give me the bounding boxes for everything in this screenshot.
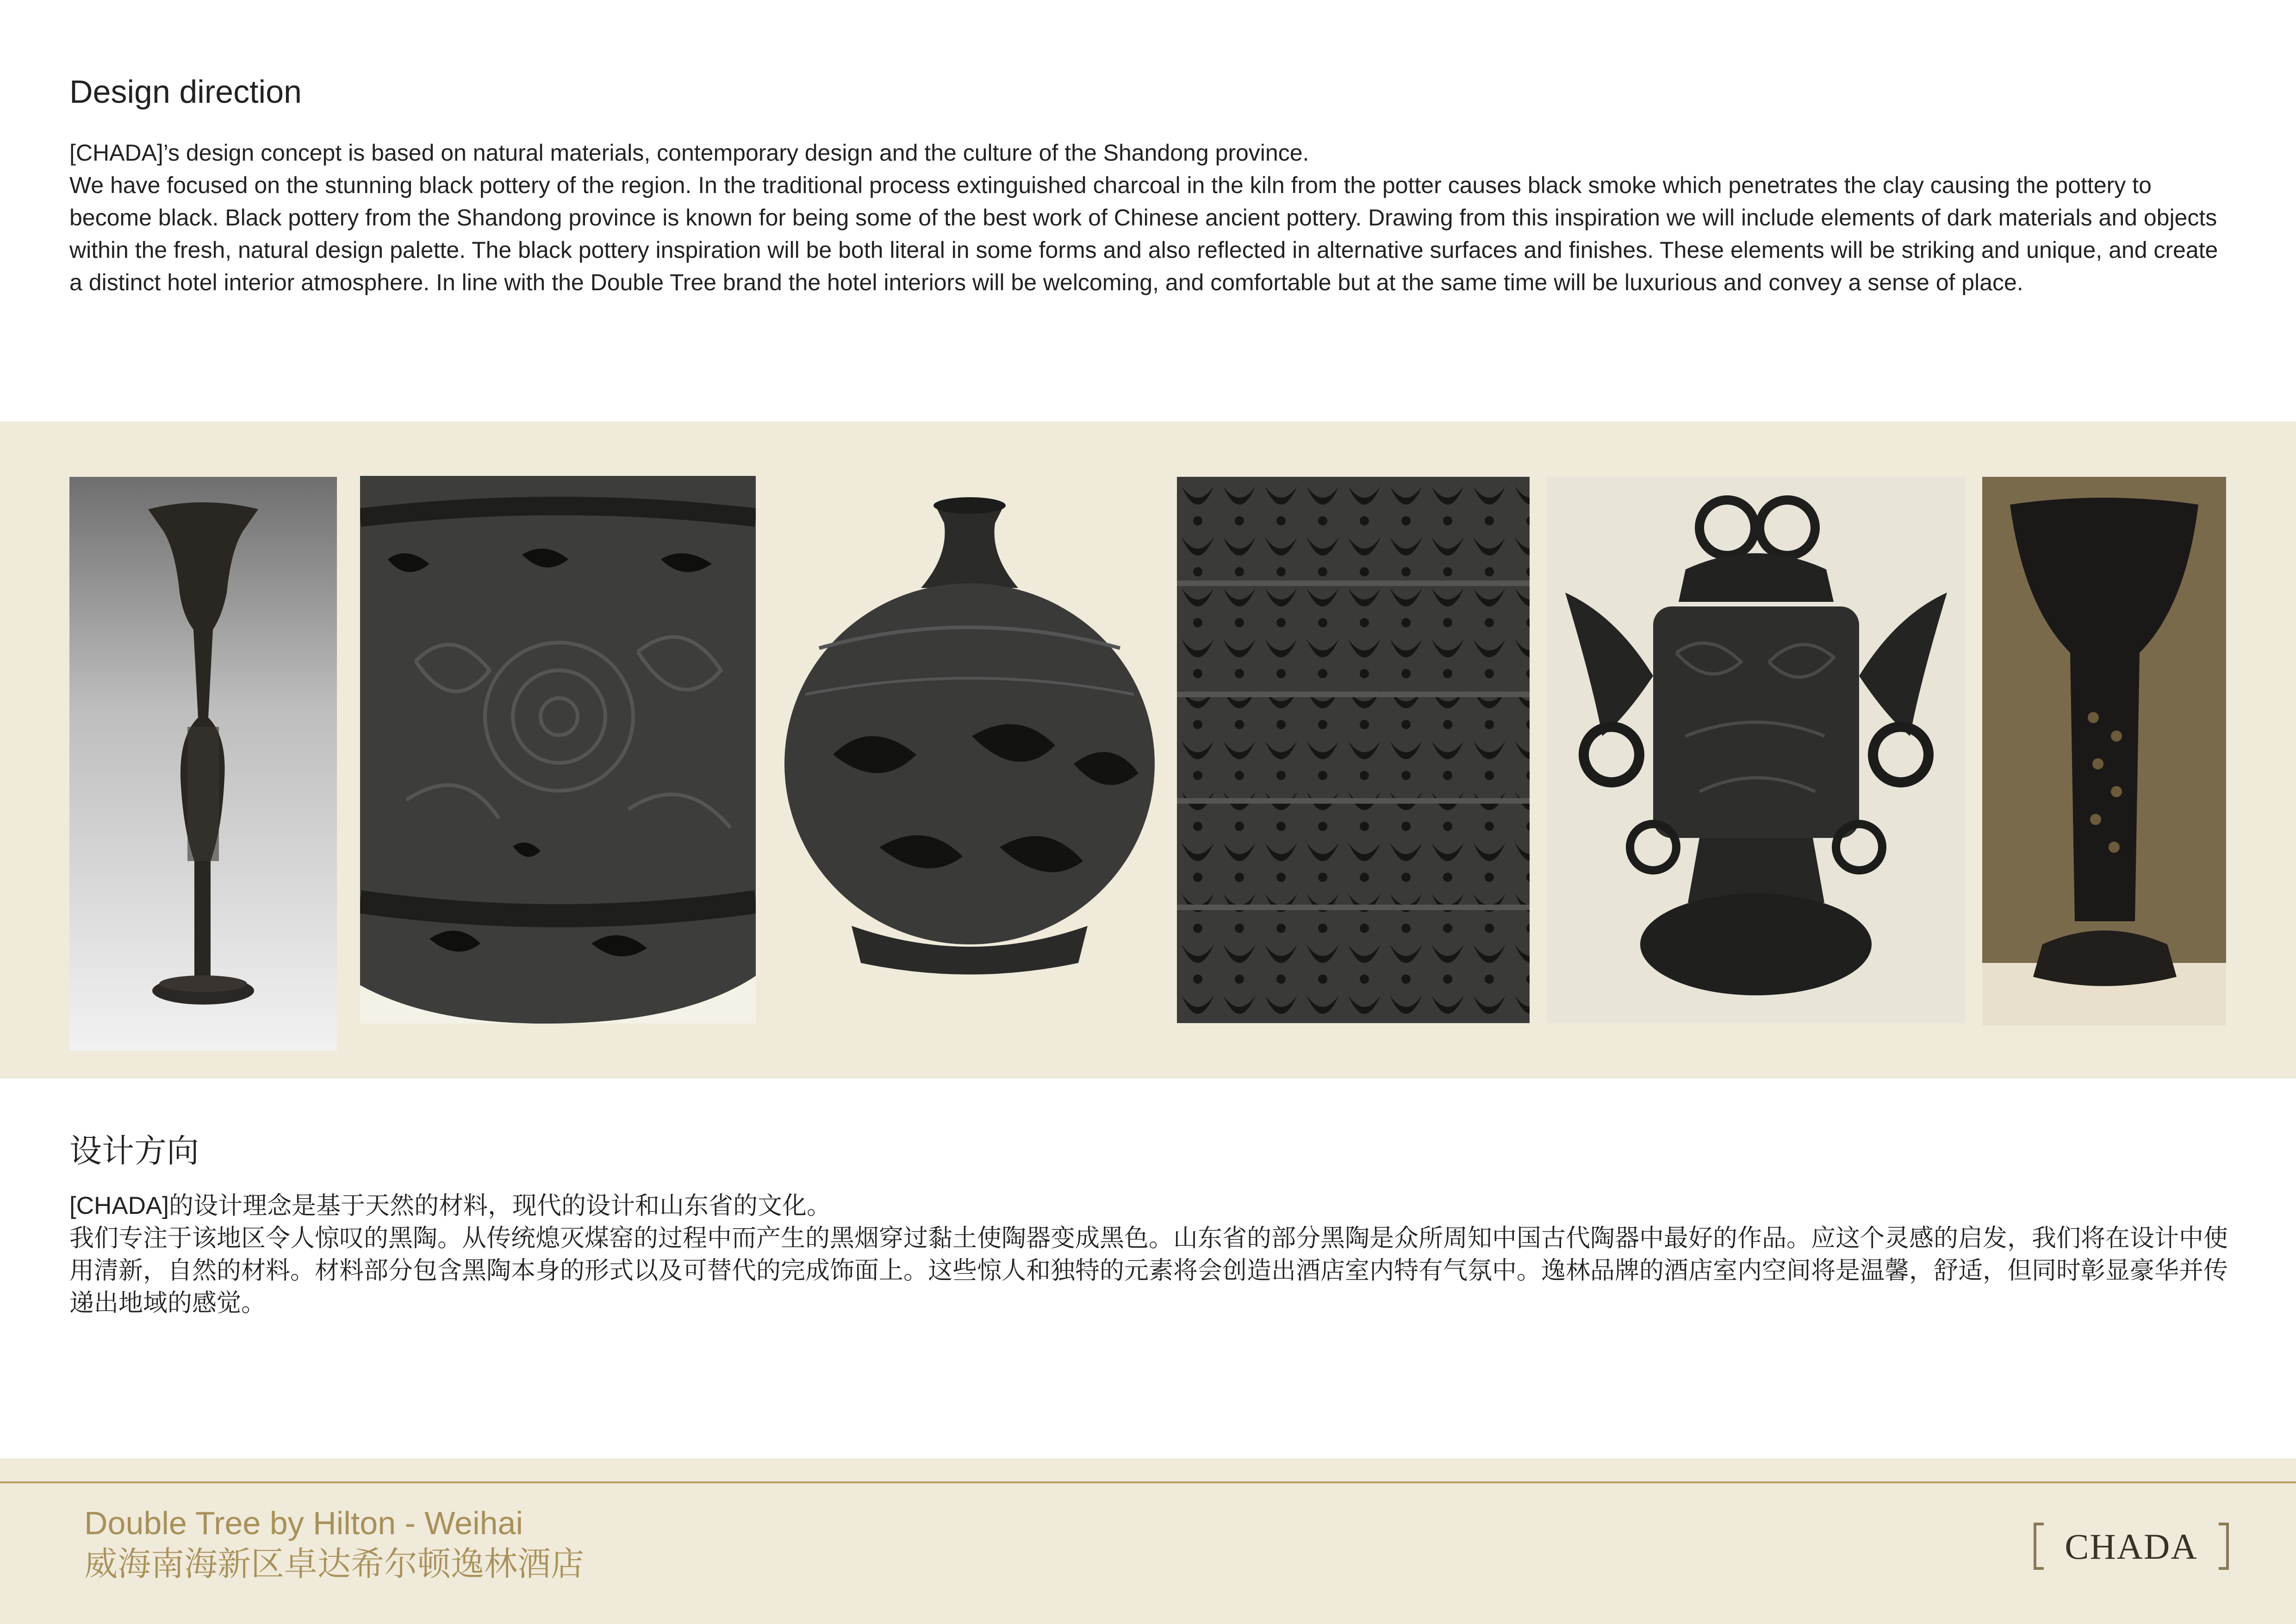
heading-design-direction: Design direction <box>69 74 302 110</box>
photo-lattice-vase-closeup <box>1177 477 1530 1023</box>
heading-design-direction-zh: 设计方向 <box>69 1133 199 1169</box>
photo-round-vase <box>778 495 1162 991</box>
project-title-zh: 威海南海新区卓达希尔顿逸林酒店 <box>84 1546 585 1583</box>
body-text-en <box>69 137 2235 299</box>
svg-text:CHADA: CHADA <box>2065 1526 2198 1567</box>
photo-cup-stem <box>1982 477 2226 1025</box>
photo-tall-goblet <box>69 477 337 1051</box>
paragraph-en-2: We have focused on the stunning black pottery of the region. In the traditional process extinguished charcoal in the kiln from the potter causes black smoke which penetrates the clay causing the pottery to become black. Black pottery from the Shandong province is known for being some of the best work of Chinese ancient pottery. Drawing from this inspiration we will include elements of dark materials and objects within the fresh, natural design palette. The black pottery inspiration will be both literal in some forms and also reflected in alternative surfaces and finishes. These elements will be striking and unique, and create a distinct hotel interior atmosphere. In line with the Double Tree brand the hotel interiors will be welcoming, and comfortable but at the same time will be luxurious and convey a sense of place. <box>69 172 2218 295</box>
paragraph-en-1: [CHADA]’s design concept is based on natural materials, contemporary design and the culture of the Shandong province. <box>69 140 1309 166</box>
project-title: Double Tree by Hilton - Weihai <box>84 1505 523 1541</box>
paragraph-zh-1: [CHADA]的设计理念是基于天然的材料，现代的设计和山东省的文化。 <box>69 1192 831 1219</box>
footer-divider <box>0 1481 2296 1483</box>
photo-lidded-urn <box>1547 477 1966 1023</box>
chada-logo <box>2032 1521 2231 1572</box>
paragraph-zh-2: 我们专注于该地区令人惊叹的黑陶。从传统熄灭煤窑的过程中而产生的黑烟穿过黏土使陶器变成黑色。山东省的部分黑陶是众所周知中国古代陶器中最好的作品。应这个灵感的启发，我们将在设计中使用清新，自然的材料。材料部分包含黑陶本身的形式以及可替代的完成饰面上。这些惊人和独特的元素将会创造出酒店室内特有气氛中。逸林品牌的酒店室内空间将是温馨，舒适，但同时彰显豪华并传递出地域的感觉。 <box>69 1224 2228 1317</box>
body-text-zh <box>69 1190 2235 1319</box>
photo-carved-vase-closeup <box>360 476 756 1024</box>
